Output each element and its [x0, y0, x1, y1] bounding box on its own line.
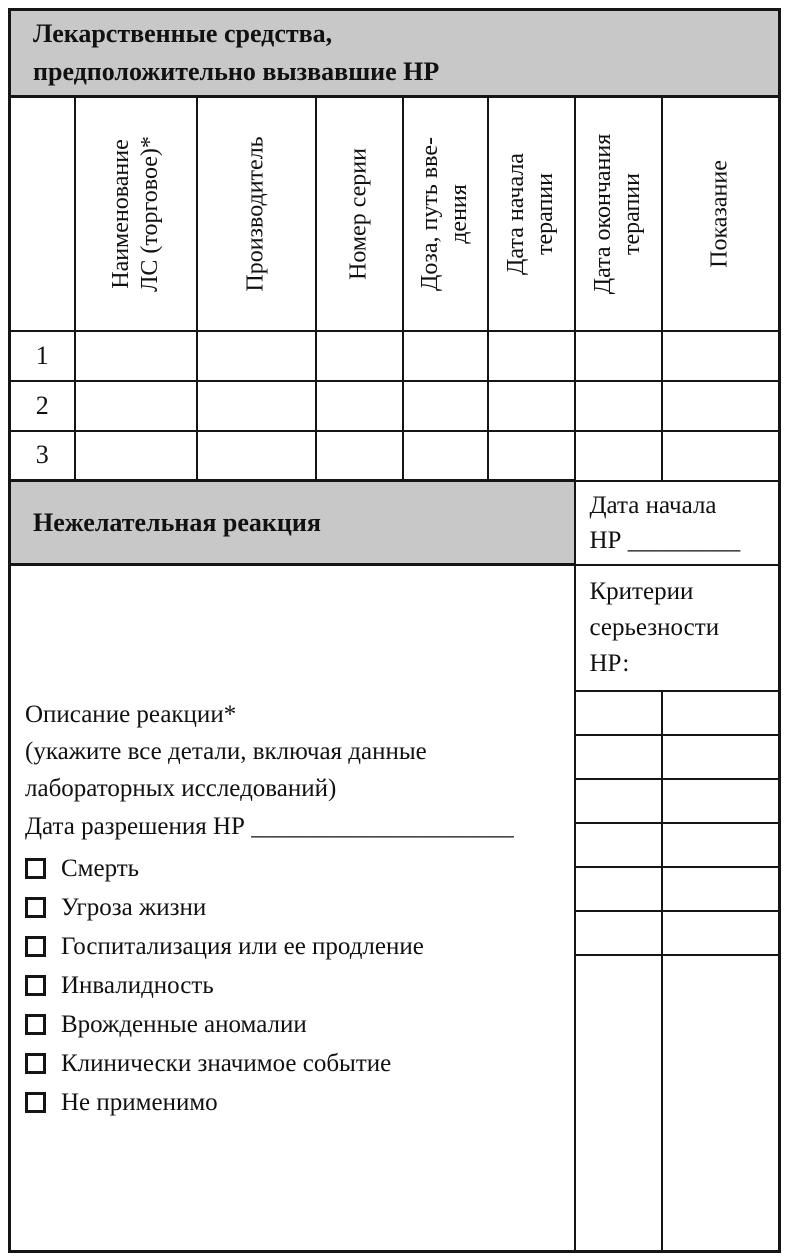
- drug-row-1-manufacturer-cell[interactable]: [197, 331, 316, 381]
- col-header-therapy-start: [488, 97, 575, 331]
- drug-row-2-start-cell[interactable]: [488, 381, 575, 431]
- drug-row-3-manufacturer-cell[interactable]: [197, 431, 316, 481]
- drug-row-1-number: 1: [10, 331, 75, 381]
- criteria-header-label: Критерии серьезности НР:: [589, 577, 720, 677]
- criteria-cell-6-left[interactable]: [575, 911, 662, 955]
- checkbox-hospitalization-icon[interactable]: [25, 936, 46, 957]
- drug-row-1-end-cell[interactable]: [575, 331, 662, 381]
- col-header-therapy-end-label: Дата окончания терапии: [590, 133, 645, 295]
- drug-row-3-name-cell[interactable]: [75, 431, 197, 481]
- reaction-description-wrap: [11, 684, 574, 1132]
- drug-row-2-dose-cell[interactable]: [403, 381, 488, 431]
- drug-row-3-dose-cell[interactable]: [403, 431, 488, 481]
- checkbox-row-not-applicable[interactable]: [25, 1083, 564, 1122]
- drug-row-3-end-cell[interactable]: [575, 431, 662, 481]
- reaction-start-date-label: Дата начала НР _________: [589, 491, 741, 554]
- checkbox-hospitalization-label: Госпитализация или ее продление: [61, 932, 424, 960]
- drug-row-3: [10, 431, 780, 481]
- criteria-cell-5-right[interactable]: [662, 867, 780, 911]
- checkbox-not-applicable-label: Не применимо: [61, 1088, 218, 1116]
- drug-row-1-start-cell[interactable]: [488, 331, 575, 381]
- reaction-section-title: Нежелательная реакция: [10, 481, 575, 565]
- checkbox-significant-event-label: Клинически значимое событие: [61, 1049, 392, 1077]
- reaction-start-date-cell[interactable]: [575, 481, 780, 565]
- drug-row-1: [10, 331, 780, 381]
- drugs-section-header-cell: [10, 10, 780, 97]
- criteria-cell-4-right[interactable]: [662, 823, 780, 867]
- drugs-table-header-row: [10, 97, 780, 331]
- checkbox-significant-event-icon[interactable]: [25, 1053, 46, 1074]
- criteria-cell-2-left[interactable]: [575, 735, 662, 779]
- drug-row-1-batch-cell[interactable]: [316, 331, 403, 381]
- drug-row-3-batch-cell[interactable]: [316, 431, 403, 481]
- col-header-batch-number: [316, 97, 403, 331]
- checkbox-life-threat-icon[interactable]: [25, 897, 46, 918]
- col-header-dose-route-label: Доза, путь вве- дения: [417, 136, 472, 291]
- resolution-date-field[interactable]: Дата разрешения НР _____________________: [25, 813, 514, 840]
- col-header-drug-name: [75, 97, 197, 331]
- criteria-cell-bottom-right[interactable]: [662, 955, 780, 1252]
- adr-form-table: [8, 8, 781, 1253]
- criteria-cell-4-left[interactable]: [575, 823, 662, 867]
- checkbox-row-significant-event[interactable]: [25, 1044, 564, 1083]
- col-header-therapy-start-label: Дата начала терапии: [503, 152, 558, 275]
- criteria-header-cell: [575, 565, 780, 691]
- criteria-cell-3-right[interactable]: [662, 779, 780, 823]
- drug-row-2-indication-cell[interactable]: [662, 381, 780, 431]
- col-header-indication-label: Показание: [706, 159, 733, 268]
- drug-row-3-indication-cell[interactable]: [662, 431, 780, 481]
- col-header-drug-name-label: Наименование ЛС (торговое)*: [107, 135, 163, 292]
- reaction-description-cell[interactable]: [10, 565, 575, 1252]
- criteria-cell-1-right[interactable]: [662, 691, 780, 735]
- drugs-section-header-row: [10, 10, 780, 97]
- reaction-section-header-row: [10, 481, 780, 565]
- description-and-criteria-row: [10, 565, 780, 691]
- checkbox-congenital-anomalies-label: Врожденные аномалии: [61, 1010, 307, 1038]
- checkbox-death-label: Смерть: [61, 854, 140, 882]
- checkbox-congenital-anomalies-icon[interactable]: [25, 1014, 46, 1035]
- checkbox-not-applicable-icon[interactable]: [25, 1092, 46, 1113]
- checkbox-row-disability[interactable]: [25, 966, 564, 1005]
- drug-row-2-name-cell[interactable]: [75, 381, 197, 431]
- drug-row-1-indication-cell[interactable]: [662, 331, 780, 381]
- col-header-manufacturer-label: Производитель: [242, 136, 269, 292]
- row-number-header-cell: [10, 97, 75, 331]
- drug-row-3-number: 3: [10, 431, 75, 481]
- checkbox-death-icon[interactable]: [25, 858, 46, 879]
- drug-row-3-start-cell[interactable]: [488, 431, 575, 481]
- col-header-indication: [662, 97, 780, 331]
- checkbox-disability-icon[interactable]: [25, 975, 46, 996]
- criteria-cell-1-left[interactable]: [575, 691, 662, 735]
- criteria-cell-2-right[interactable]: [662, 735, 780, 779]
- col-header-therapy-end: [575, 97, 662, 331]
- checkbox-row-life-threat[interactable]: [25, 888, 564, 927]
- checkbox-row-congenital-anomalies[interactable]: [25, 1005, 564, 1044]
- drug-row-1-dose-cell[interactable]: [403, 331, 488, 381]
- checkbox-life-threat-label: Угроза жизни: [61, 893, 207, 921]
- checkbox-row-hospitalization[interactable]: [25, 927, 564, 966]
- drug-row-2-number: 2: [10, 381, 75, 431]
- drug-row-1-name-cell[interactable]: [75, 331, 197, 381]
- reaction-description-label: Описание реакции* (укажите все детали, включая данные лабораторных исследований): [25, 701, 427, 802]
- col-header-batch-number-label: Номер серии: [345, 147, 372, 280]
- drugs-section-title: Лекарственные средства, предположительно вызвавшие НР: [33, 19, 440, 86]
- criteria-cell-bottom-left[interactable]: [575, 955, 662, 1252]
- criteria-cell-5-left[interactable]: [575, 867, 662, 911]
- col-header-manufacturer: [197, 97, 316, 331]
- resolution-block: [25, 807, 564, 1122]
- drug-row-2-end-cell[interactable]: [575, 381, 662, 431]
- drug-row-2-batch-cell[interactable]: [316, 381, 403, 431]
- criteria-cell-6-right[interactable]: [662, 911, 780, 955]
- checkbox-row-death[interactable]: [25, 849, 564, 888]
- checkbox-disability-label: Инвалидность: [61, 971, 214, 999]
- seriousness-checkbox-list: [25, 849, 564, 1122]
- criteria-cell-3-left[interactable]: [575, 779, 662, 823]
- drug-row-2-manufacturer-cell[interactable]: [197, 381, 316, 431]
- drug-row-2: [10, 381, 780, 431]
- col-header-dose-route: [403, 97, 488, 331]
